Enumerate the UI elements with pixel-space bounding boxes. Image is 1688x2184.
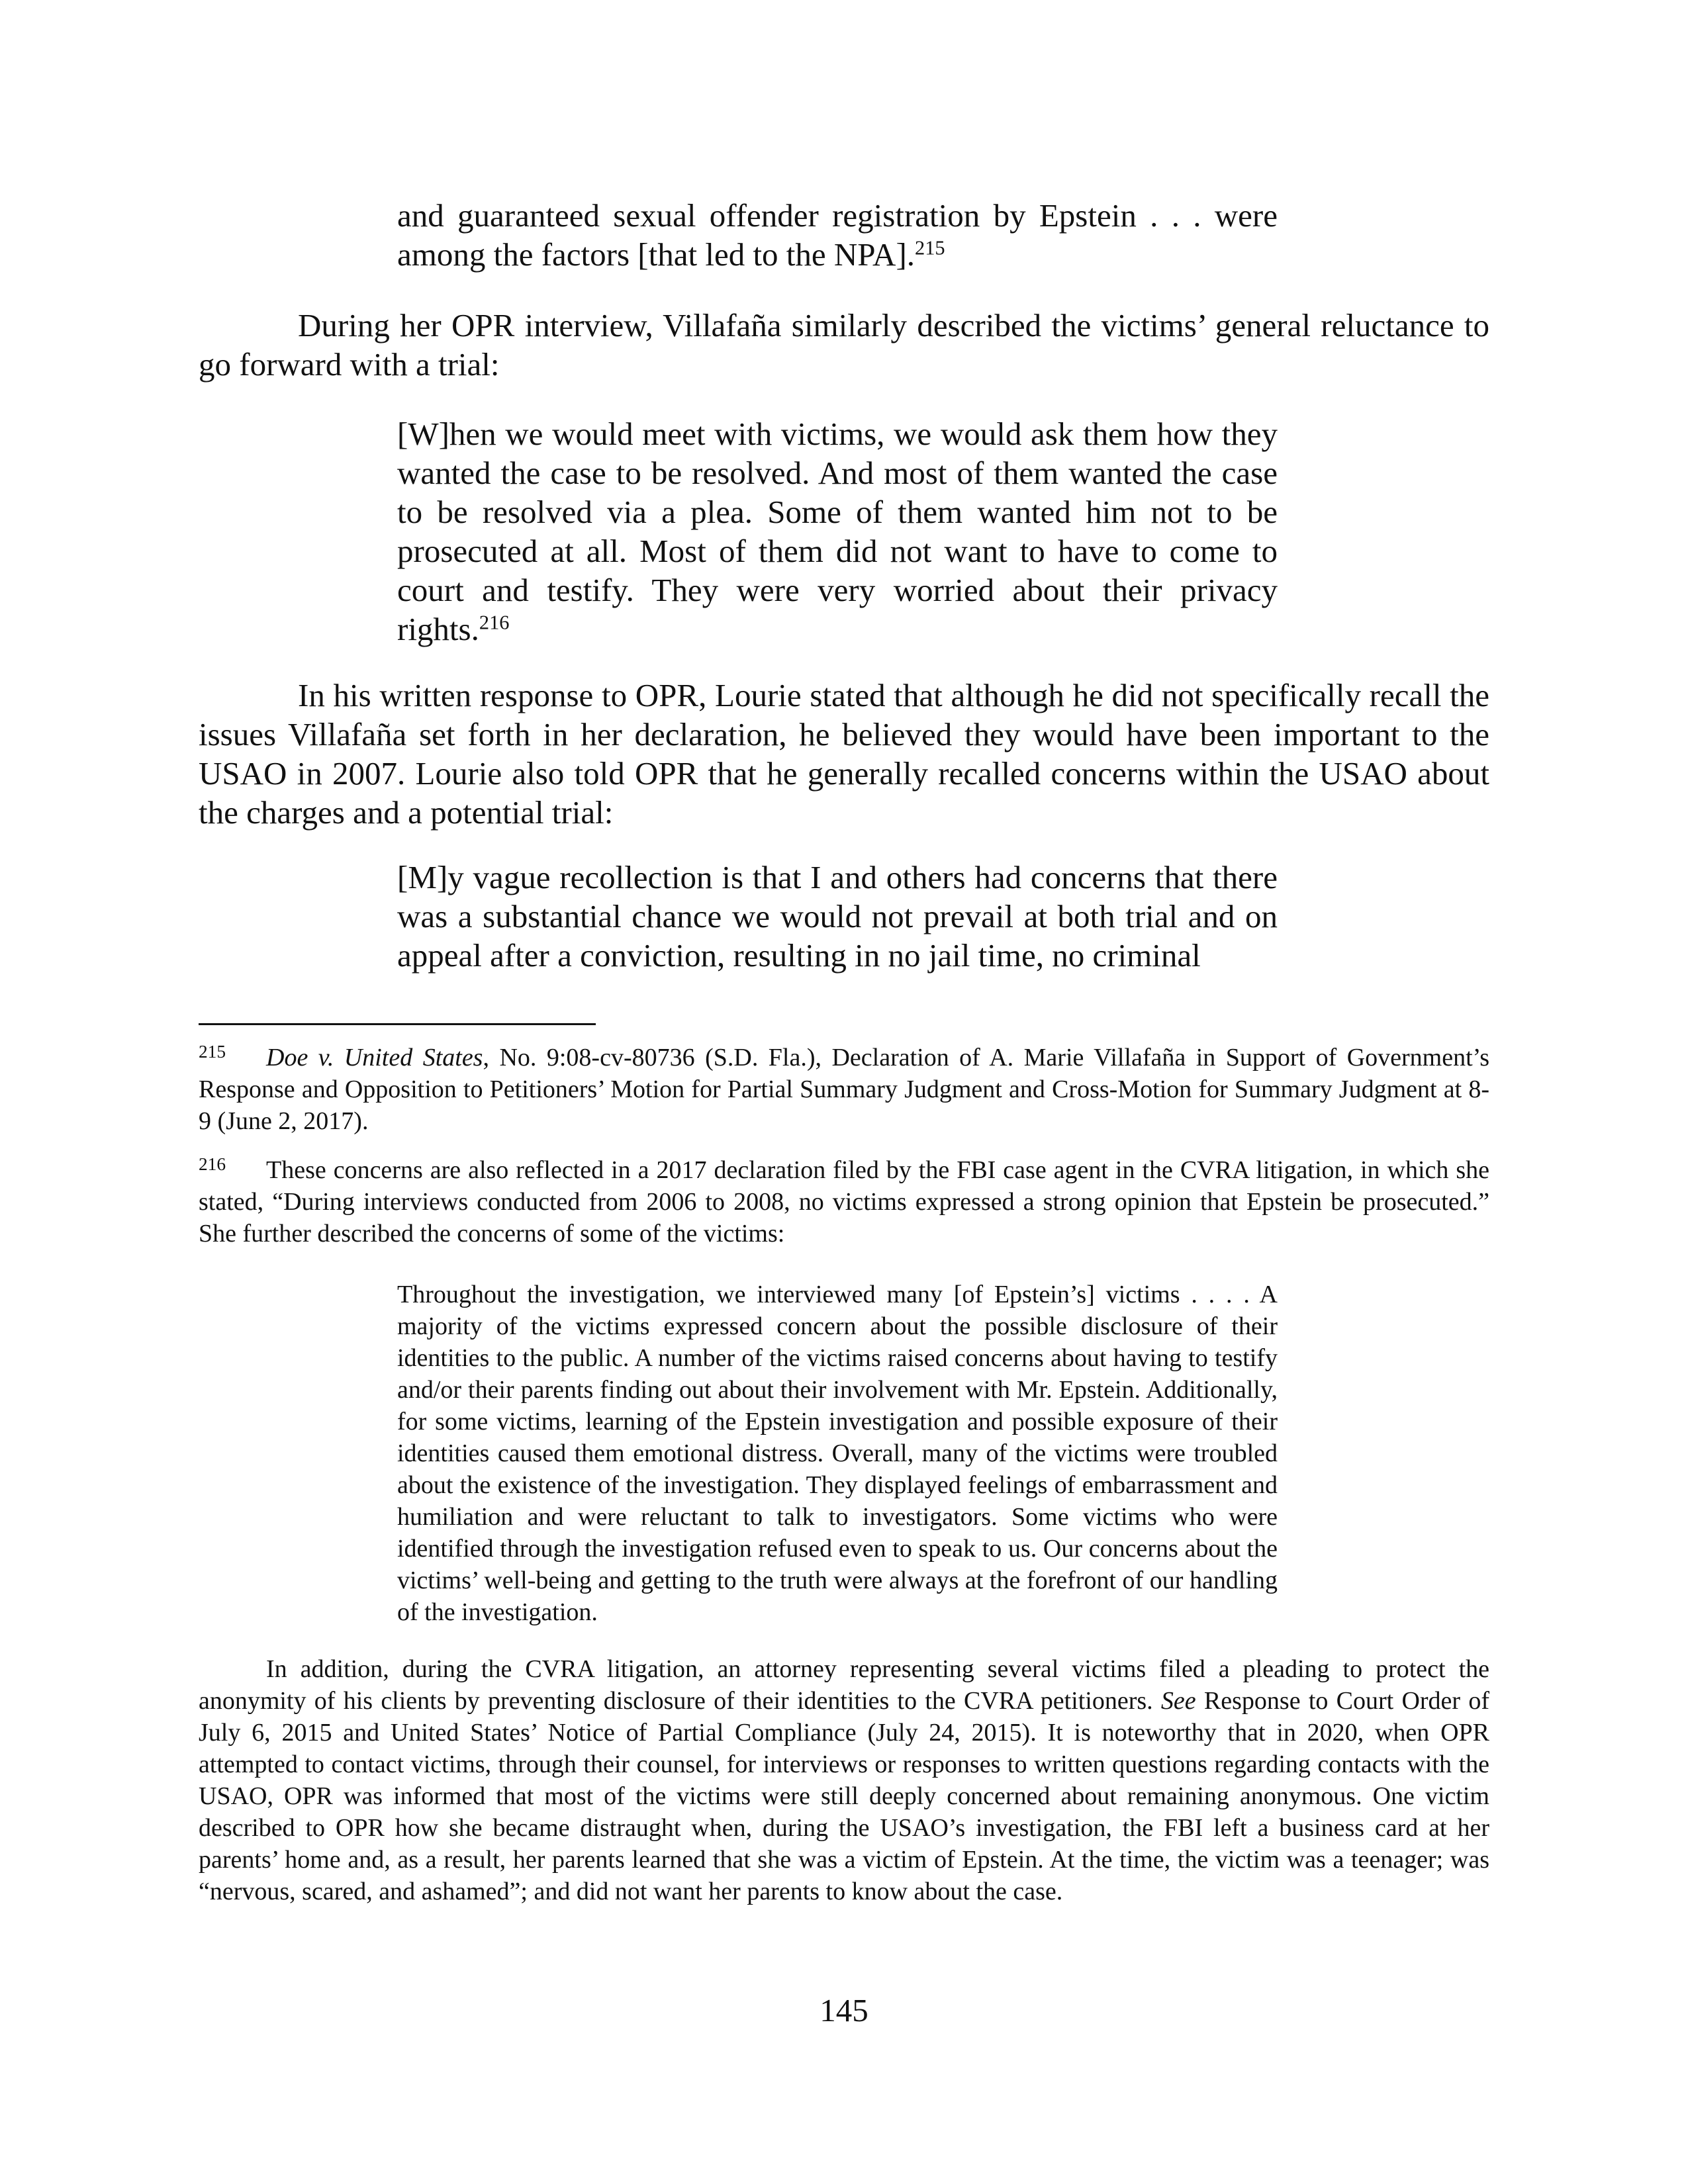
footnote-separator	[199, 1023, 596, 1025]
paragraph-2	[199, 676, 1489, 832]
paragraph-1-text: During her OPR interview, Villafaña similarly described the victims’ general reluctance to go forward with a trial:	[199, 307, 1489, 383]
page-number: 145	[820, 1992, 868, 2028]
footnote-215-case-name: Doe v. United States	[266, 1044, 483, 1071]
footnote-215-text: , No. 9:08-cv-80736 (S.D. Fla.), Declaration of A. Marie Villafaña in Support of Government’s Response and Opposition to Petitioners’ Motion for Partial Summary Judgment and Cross-Motion for Summary Judgment at 8-9 (June 2, 2017).	[199, 1044, 1489, 1135]
footnote-216-text: These concerns are also reflected in a 2017 declaration filed by the FBI case agent in the CVRA litigation, in which she stated, “During interviews conducted from 2006 to 2008, no victims expressed a strong opinion that Epstein be prosecuted.” She further described the concerns of some of the victims:	[199, 1156, 1489, 1248]
block-quote-3	[397, 858, 1278, 975]
footnote-216-continuation-text-2: Response to Court Order of July 6, 2015 and United States’ Notice of Partial Compliance (July 24, 2015). It is noteworthy that in 2020, when OPR attempted to contact victims, through their counsel, for interviews or responses to written questions regarding contacts with the USAO, OPR was informed that most of the victims were still deeply concerned about remaining anonymous. One victim described to OPR how she became distraught when, during the USAO’s investigation, the FBI left a business card at her parents’ home and, as a result, her parents learned that she was a victim of Epstein. At the time, the victim was a teenager; was “nervous, scared, and ashamed”; and did not want her parents to know about the case.	[199, 1687, 1489, 1905]
block-quote-1	[397, 196, 1278, 274]
footnote-215: 215 Doe v. United States, No. 9:08-cv-80736 (S.D. Fla.), Declaration of A. Marie Villafaña in Support of Government’s Response and Opposition to Petitioners’ Motion for Partial Summary Judgment and Cross-Motion for Summary Judgment at 8-9 (June 2, 2017).	[199, 1041, 1489, 1135]
block-quote-3-text: [M]y vague recollection is that I and others had concerns that there was a substantial chance we would not prevail at both trial and on appeal after a conviction, resulting in no jail time, no criminal	[397, 859, 1278, 974]
footnote-ref-215: 215	[915, 236, 945, 259]
footnote-216-continuation-text-1: In addition, during the CVRA litigation, an attorney representing several victims filed a pleading to protect the anonymity of his clients by preventing disclosure of their identities to the CVRA petitioners.	[199, 1655, 1489, 1715]
footnote-216: 216 These concerns are also reflected in a 2017 declaration filed by the FBI case agent in the CVRA litigation, in which she stated, “During interviews conducted from 2006 to 2008, no victims expressed a strong opinion that Epstein be prosecuted.” She further described the concerns of some of the victims:	[199, 1154, 1489, 1248]
paragraph-1	[199, 306, 1489, 384]
footnote-216-quote	[397, 1279, 1278, 1628]
footnote-216-see-signal: See	[1160, 1687, 1196, 1715]
block-quote-2-text: [W]hen we would meet with victims, we would ask them how they wanted the case to be resolved. And most of them wanted the case to be resolved via a plea. Some of them wanted him not to be prosecuted at all. Most of them did not want to have to come to court and testify. They were very worried about their privacy rights.	[397, 416, 1278, 647]
footnote-216-quote-text: Throughout the investigation, we interviewed many [of Epstein’s] victims . . . . A majority of the victims expressed concern about the possible disclosure of their identities to the public. A number of the victims raised concerns about having to testify and/or their parents finding out about their involvement with Mr. Epstein. Additionally, for some victims, learning of the Epstein investigation and possible exposure of their identities caused them emotional distress. Overall, many of the victims were troubled about the existence of the investigation. They displayed feelings of embarrassment and humiliation and were reluctant to talk to investigators. Some victims who were identified through the investigation refused even to speak to us. Our concerns about the victims’ well-being and getting to the truth were always at the forefront of our handling of the investigation.	[397, 1281, 1278, 1626]
block-quote-1-text: and guaranteed sexual offender registration by Epstein . . . were among the factors [that led to the NPA].	[397, 197, 1278, 273]
footnote-216-continuation	[199, 1653, 1489, 1907]
paragraph-2-text: In his written response to OPR, Lourie stated that although he did not specifically recall the issues Villafaña set forth in her declaration, he believed they would have been important to the USAO in 2007. Lourie also told OPR that he generally recalled concerns within the USAO about the charges and a potential trial:	[199, 677, 1489, 831]
block-quote-2	[397, 414, 1278, 649]
footnote-ref-216: 216	[479, 611, 510, 634]
